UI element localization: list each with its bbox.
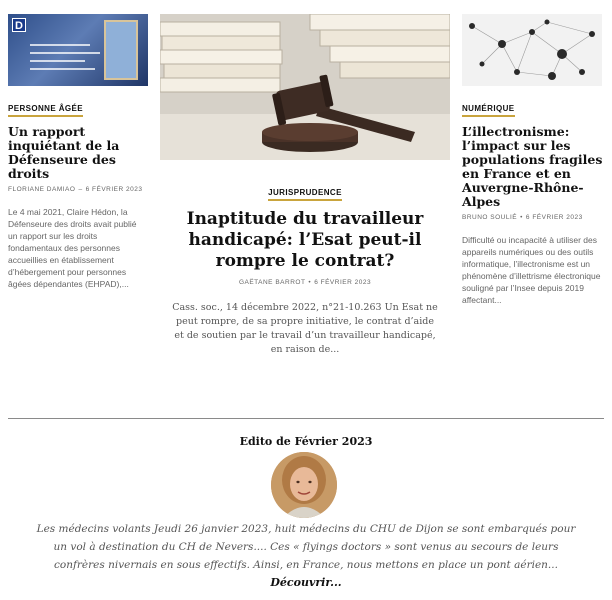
window-graphic xyxy=(104,20,138,80)
article-title-left[interactable]: Un rapport inquiétant de la Défenseure des droits xyxy=(8,124,120,181)
category-tag-center[interactable]: JURISPRUDENCE xyxy=(268,188,342,201)
byline-separator: – xyxy=(78,186,83,193)
article-card-center[interactable] xyxy=(160,14,450,357)
thumbnail-text-line xyxy=(30,68,95,70)
article-byline-left xyxy=(8,185,148,194)
author-name[interactable]: FLORIANE DAMIAO xyxy=(8,186,76,193)
article-thumbnail-left[interactable] xyxy=(8,14,148,86)
category-tag-right[interactable]: NUMÉRIQUE xyxy=(462,104,515,117)
publish-date: 6 FÉVRIER 2023 xyxy=(85,186,143,193)
article-title-right[interactable]: L’illectronisme: l’impact sur les populations fragiles en France et en Auvergne-Rhône-Alpes xyxy=(462,124,603,209)
byline-separator: • xyxy=(520,214,523,221)
article-thumbnail-right[interactable] xyxy=(462,14,602,86)
author-portrait-icon xyxy=(271,452,337,518)
article-byline-center xyxy=(160,278,450,287)
category-tag-left[interactable]: PERSONNE ÂGÉE xyxy=(8,104,83,117)
network-nodes-icon xyxy=(462,14,602,86)
thumbnail-text-line xyxy=(30,52,100,54)
defenseur-logo-icon: D xyxy=(12,18,26,32)
thumbnail-text-line xyxy=(30,44,90,46)
gavel-and-books-icon xyxy=(160,14,450,160)
article-excerpt-right: Difficulté ou incapacité à utiliser des appareils numériques ou des outils informatique, l’illectronisme est un phénomène d’illettrisme électronique souligné par l’Insee depuis 2019 affectant... xyxy=(462,235,601,305)
edito-excerpt: Les médecins volants Jeudi 26 janvier 2023, huit médecins du CHU de Dijon se sont embarqués pour un vol à destination du CH de Nevers.... Ces « flyings doctors » sont venus au secours de leurs confrères nivernais en sous effectifs. Ainsi, en France, nous mettons en place un pont aérien... xyxy=(36,523,576,571)
author-name[interactable]: GAËTANE BARROT xyxy=(238,279,306,286)
article-card-left[interactable] xyxy=(8,14,148,290)
publish-date: 6 FÉVRIER 2023 xyxy=(525,214,583,221)
article-excerpt-center: Cass. soc., 14 décembre 2022, n°21-10.263 Un Esat ne peut rompre, de sa propre initiative, le contrat d’aide et de soutien par le travail d’un travailleur handicapé, en raison de... xyxy=(172,302,438,355)
article-hero-image[interactable] xyxy=(160,14,450,160)
author-name[interactable]: BRUNO SOULIÉ xyxy=(462,214,518,221)
edito-title: Edito de Février 2023 xyxy=(239,435,373,448)
article-card-right[interactable] xyxy=(462,14,604,306)
byline-separator: • xyxy=(308,279,312,286)
author-avatar xyxy=(271,452,337,518)
discover-link[interactable]: Découvrir... xyxy=(270,576,342,589)
publish-date: 6 FÉVRIER 2023 xyxy=(314,279,372,286)
section-divider xyxy=(8,418,604,419)
article-byline-right xyxy=(462,213,604,222)
article-excerpt-left: Le 4 mai 2021, Claire Hédon, la Défenseure des droits avait publié un rapport sur les droits fondamentaux des personnes accueillies en établissement d’hébergement pour personnes âgées dépendantes (EHPAD),... xyxy=(8,207,137,289)
article-title-center[interactable]: Inaptitude du travailleur handicapé: l’Esat peut-il rompre le contrat? xyxy=(186,209,424,271)
thumbnail-text-line xyxy=(30,60,85,62)
